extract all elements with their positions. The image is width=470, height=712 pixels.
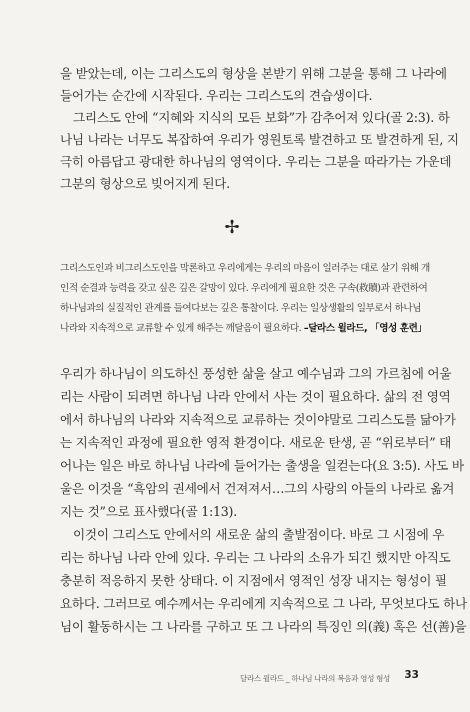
p3-line-5: 어나는 일은 바로 하나님 나라에 들어가는 출생을 일컫는다(요 3:5). 사도 바 xyxy=(60,458,464,473)
p3-line-2: 리는 사람이 되려면 하나님 나라 안에서 사는 것이 필요하다. 삶의 전 영역 xyxy=(60,389,451,404)
p2-line-2: 나님 나라는 너무도 복잡하여 우리가 영원토록 발견하고 또 발견하게 된, 지 xyxy=(60,132,459,147)
p1-line-2: 들어가는 순간에 시작된다. 우리는 그리스도의 견습생이다. xyxy=(60,88,373,103)
quote-line-3: 하나님과의 실질적인 관계를 들여다보는 깊은 통찰이다. 우리는 일상생활의 일부로서 하나님 xyxy=(60,303,422,314)
p3-line-1: 우리가 하나님이 의도하신 풍성한 삶을 살고 예수님과 그의 가르침에 어울 xyxy=(60,366,452,381)
p2-line-1: 그리스도 안에 “지혜와 지식의 모든 보화”가 감추어져 있다(골 2:3). 하 xyxy=(73,110,450,125)
p3-line-3: 에서 하나님의 나라와 지속적으로 교류하는 것이야말로 그리스도를 닮아가 xyxy=(60,412,456,427)
p4-line-1: 이것이 그리스도 안에서의 새로운 삶의 출발점이다. 바로 그 시점에 우 xyxy=(73,527,445,542)
quote-line-4-text: 나라와 지속적으로 교류할 수 있게 해주는 깨달음이 필요하다. xyxy=(60,323,302,334)
cross-ornament-icon: ✢ xyxy=(224,217,240,238)
quote-line-4 xyxy=(60,322,427,335)
p2-line-4: 그분의 형상으로 빚어지게 된다. xyxy=(60,176,230,191)
p4-line-3: 충분히 적응하지 못한 상태다. 이 지점에서 영적인 성장 내지는 형성이 필 xyxy=(60,573,447,588)
p4-line-5: 님이 활동하시는 그 나라를 구하고 또 그 나라의 특징인 의(義) 혹은 선(善)을 xyxy=(60,619,467,634)
p3-line-6: 울은 이것을 “흑암의 권세에서 건져져서…그의 사랑의 아들의 나라로 옮겨 xyxy=(60,481,455,496)
p1-line-1: 을 받았는데, 이는 그리스도의 형상을 본받기 위해 그분을 통해 그 나라에 xyxy=(60,66,447,81)
p3-line-7: 지는 것”으로 표사했다(골 1:13). xyxy=(60,504,237,519)
p4-line-4: 요하다. 그러므로 예수께서는 우리에게 지속적으로 그 나라, 무엇보다도 하나 xyxy=(60,596,467,611)
quote-attribution: –달라스 윌라드, 「영성 훈련」 xyxy=(303,323,427,334)
p2-line-3: 극히 아름답고 광대한 하나님의 영역이다. 우리는 그분을 따라가는 가운데 xyxy=(60,154,452,169)
page-number: 33 xyxy=(404,669,419,681)
p4-line-2: 리는 하나님 나라 안에 있다. 우리는 그 나라의 소유가 되긴 했지만 아직도 xyxy=(60,550,451,565)
p3-line-4: 는 지속적인 과정에 필요한 영적 환경이다. 새로운 탄생, 곧 “위로부터” 태 xyxy=(60,435,452,450)
running-title: 달라스 윌라드 _ 하나님 나라의 복음과 영성 형성 xyxy=(240,674,390,683)
quote-line-2: 인적 순결과 능력을 갖고 싶은 깊은 갈망이 있다. 우리에게 필요한 것은 구속(救贖)과 관련하여 xyxy=(60,283,428,294)
quote-line-1: 그리스도인과 비그리스도인을 막론하고 우리에게는 우리의 마음이 일러주는 대로 살기 위해 개 xyxy=(60,263,430,274)
